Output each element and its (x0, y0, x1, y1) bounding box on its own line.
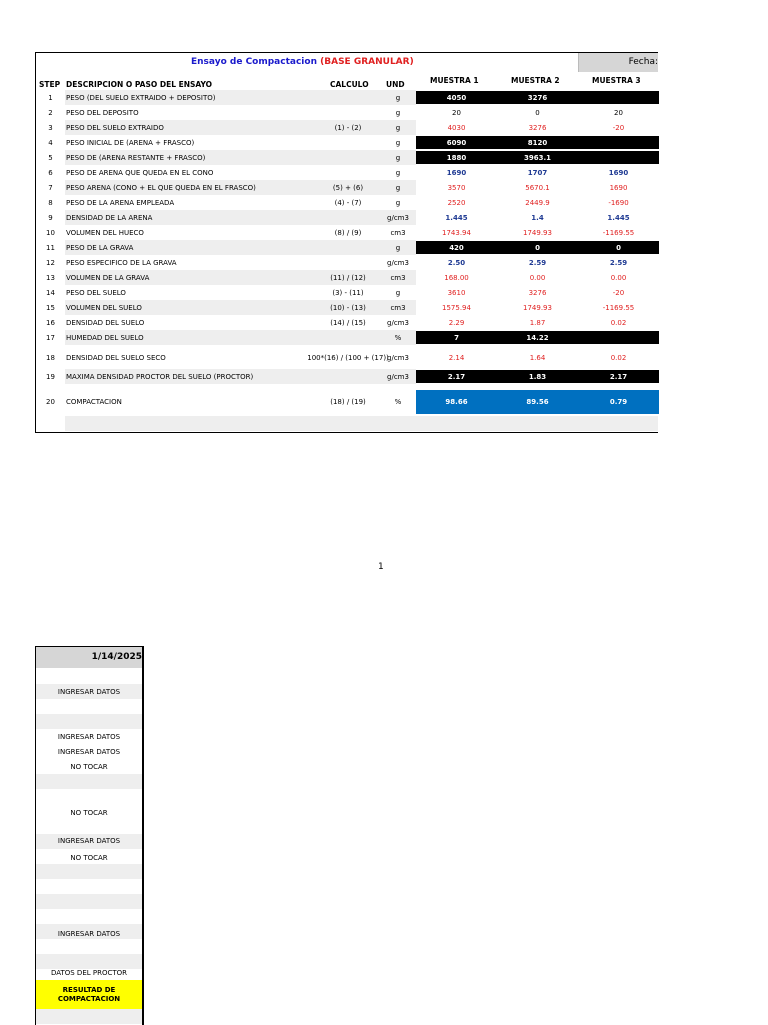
note-ingresar-datos: INGRESAR DATOS (57, 837, 121, 845)
calculo-cell: 100*(16) / (100 + (17)) (307, 354, 389, 362)
muestra-2-cell[interactable]: 8120 (497, 136, 578, 149)
muestra-1-cell: 1.445 (445, 213, 468, 222)
unit-cell: g (395, 243, 401, 252)
muestra-3-cell: 1690 (609, 183, 628, 192)
calculo-cell (316, 105, 380, 120)
step-cell: 20 (46, 398, 55, 406)
description-cell: PESO DEL SUELO (66, 288, 126, 297)
muestra-1-cell: 2.29 (448, 318, 465, 327)
muestra-1-cell[interactable]: 1880 (416, 151, 497, 164)
calculo-cell: (5) + (6) (332, 183, 364, 192)
calculo-cell (316, 369, 380, 384)
step-cell: 14 (46, 288, 55, 297)
step-cell: 13 (46, 273, 55, 282)
note-no-tocar: NO TOCAR (70, 809, 108, 817)
note-ingresar-datos: INGRESAR DATOS (57, 688, 121, 696)
unit-cell: g (395, 168, 401, 177)
muestra-3-cell: 20 (614, 108, 623, 117)
note-no-tocar: NO TOCAR (70, 854, 108, 862)
table-row (36, 180, 658, 195)
date-cell: 1/14/2025 (36, 647, 142, 668)
muestra-2-cell: 1749.93 (523, 228, 552, 237)
muestra-2-cell: 1.64 (529, 354, 546, 362)
page-number: 1 (378, 562, 384, 572)
note-ingresar-datos: INGRESAR DATOS (57, 930, 121, 938)
muestra-3-cell: 1.445 (607, 213, 630, 222)
table-row (36, 255, 658, 270)
resultado-line-1: RESULTAD DE (62, 985, 116, 994)
table-row (36, 165, 658, 180)
step-cell: 3 (48, 123, 53, 132)
table-row (36, 195, 658, 210)
muestra-3-cell[interactable] (578, 151, 659, 164)
step-cell: 5 (48, 153, 53, 162)
muestra-3-cell[interactable]: 0 (578, 241, 659, 254)
unit-cell: g (395, 198, 401, 207)
unit-cell: % (394, 333, 402, 342)
table-row (36, 285, 658, 300)
table-row (36, 105, 658, 120)
note-ingresar-datos: INGRESAR DATOS (57, 748, 121, 756)
header-muestra-3: MUESTRA 3 (592, 76, 641, 85)
step-cell: 1 (48, 93, 53, 102)
step-cell: 19 (46, 372, 55, 381)
calculo-cell (316, 240, 380, 255)
calculo-cell: (18) / (19) (330, 398, 366, 406)
calculo-cell (316, 90, 380, 105)
muestra-3-cell: 0.02 (610, 354, 627, 362)
unit-cell: g/cm3 (387, 258, 409, 267)
note-no-tocar: NO TOCAR (70, 763, 108, 771)
muestra-3-cell[interactable] (578, 136, 659, 149)
muestra-3-cell: -1169.55 (602, 228, 635, 237)
band (36, 1009, 142, 1024)
muestra-2-cell: 2.59 (528, 258, 547, 267)
muestra-2-cell: 3276 (528, 288, 547, 297)
unit-cell: g (395, 93, 401, 102)
step-cell: 6 (48, 168, 53, 177)
description-cell: VOLUMEN DEL SUELO (66, 303, 142, 312)
muestra-1-cell[interactable]: 4050 (416, 91, 497, 104)
muestra-3-cell[interactable]: 2.17 (578, 370, 659, 383)
unit-cell: cm3 (390, 228, 406, 237)
muestra-1-cell: 3610 (447, 288, 466, 297)
calculo-cell (316, 150, 380, 165)
muestra-1-cell: 1575.94 (442, 303, 471, 312)
muestra-2-cell[interactable]: 3963.1 (497, 151, 578, 164)
muestra-1-cell: 4030 (447, 123, 466, 132)
band (36, 864, 142, 879)
title-highlight: (BASE GRANULAR) (320, 57, 414, 67)
calculo-cell: (10) - (13) (330, 303, 366, 312)
band (36, 894, 142, 909)
muestra-2-cell: 2449.9 (525, 198, 550, 207)
muestra-1-cell: 1743.94 (442, 228, 471, 237)
muestra-2-cell: 0 (535, 108, 540, 117)
table-row (36, 150, 658, 165)
calculo-cell: (8) / (9) (334, 228, 362, 237)
step-cell: 10 (46, 228, 55, 237)
muestra-1-cell: 2520 (447, 198, 466, 207)
step-cell: 17 (46, 333, 55, 342)
muestra-1-cell[interactable]: 6090 (416, 136, 497, 149)
step-cell: 18 (46, 354, 55, 362)
muestra-3-cell: -1169.55 (602, 303, 635, 312)
table-row (36, 330, 658, 345)
muestra-1-cell: 98.66 (416, 390, 497, 414)
header-muestra-2: MUESTRA 2 (511, 76, 560, 85)
resultado-line-2: COMPACTACION (57, 994, 121, 1003)
unit-cell: g (395, 138, 401, 147)
calculo-cell: (3) - (11) (332, 288, 364, 297)
note-ingresar-datos: INGRESAR DATOS (57, 733, 121, 741)
side-notes-sheet (35, 646, 144, 1025)
description-cell: VOLUMEN DE LA GRAVA (66, 273, 150, 282)
unit-cell: cm3 (390, 273, 406, 282)
band (36, 714, 142, 729)
unit-cell: g (395, 288, 401, 297)
description-cell: PESO DE LA ARENA EMPLEADA (66, 198, 175, 207)
step-cell: 9 (48, 213, 53, 222)
step-cell: 11 (46, 243, 55, 252)
header-und: UND (386, 80, 405, 89)
table-row (36, 369, 658, 384)
calculo-cell: (1) - (2) (334, 123, 362, 132)
table-row (36, 120, 658, 135)
unit-cell: % (394, 398, 402, 406)
table-row (36, 210, 658, 225)
muestra-2-cell: 1707 (527, 168, 548, 177)
muestra-1-cell: 1690 (446, 168, 467, 177)
unit-cell: g/cm3 (387, 213, 409, 222)
description-cell: DENSIDAD DEL SUELO SECO (66, 354, 166, 362)
step-cell: 2 (48, 108, 53, 117)
header-step: STEP (39, 80, 61, 89)
description-cell: PESO DE (ARENA RESTANTE + FRASCO) (66, 153, 206, 162)
unit-cell: g (395, 183, 401, 192)
muestra-1-cell[interactable]: 7 (416, 331, 497, 344)
calculo-cell (316, 135, 380, 150)
muestra-2-cell: 5670.1 (525, 183, 550, 192)
calculo-cell (316, 165, 380, 180)
unit-cell: cm3 (390, 303, 406, 312)
description-cell: PESO DE ARENA QUE QUEDA EN EL CONO (66, 168, 214, 177)
calculo-cell (316, 255, 380, 270)
muestra-2-cell[interactable]: 1.83 (497, 370, 578, 383)
muestra-1-cell: 20 (452, 108, 461, 117)
unit-cell: g (395, 108, 401, 117)
description-cell: PESO (DEL SUELO EXTRAIDO + DEPOSITO) (66, 93, 216, 102)
muestra-3-cell: 1690 (608, 168, 629, 177)
description-cell: PESO ESPECIFICO DE LA GRAVA (66, 258, 177, 267)
table-row (36, 135, 658, 150)
note-datos-proctor: DATOS DEL PROCTOR (50, 969, 128, 977)
description-cell: PESO INICIAL DE (ARENA + FRASCO) (66, 138, 195, 147)
step-cell: 16 (46, 318, 55, 327)
muestra-1-cell: 3570 (447, 183, 466, 192)
unit-cell: g/cm3 (387, 318, 409, 327)
header-description: DESCRIPCION O PASO DEL ENSAYO (66, 80, 213, 89)
table-row (36, 389, 658, 415)
muestra-2-cell[interactable]: 14.22 (497, 331, 578, 344)
sheet-title (191, 57, 414, 67)
muestra-3-cell[interactable] (578, 91, 659, 104)
description-cell: VOLUMEN DEL HUECO (66, 228, 144, 237)
calculo-cell: (14) / (15) (330, 318, 366, 327)
muestra-3-cell: -20 (612, 288, 625, 297)
muestra-1-cell[interactable]: 2.17 (416, 370, 497, 383)
unit-cell: g/cm3 (387, 372, 409, 381)
unit-cell: g/cm3 (387, 354, 409, 362)
muestra-2-cell: 0.00 (529, 273, 546, 282)
calculo-cell: (4) - (7) (334, 198, 362, 207)
muestra-2-cell[interactable]: 3276 (497, 91, 578, 104)
compaction-test-sheet (35, 52, 658, 433)
muestra-2-cell: 1.87 (529, 318, 546, 327)
description-cell: PESO DEL SUELO EXTRAIDO (66, 123, 164, 132)
calculo-cell: (11) / (12) (330, 273, 366, 282)
table-row (36, 348, 658, 368)
step-cell: 4 (48, 138, 53, 147)
table-row (36, 270, 658, 285)
title-row (36, 53, 658, 72)
description-cell: HUMEDAD DEL SUELO (66, 333, 144, 342)
description-cell: DENSIDAD DEL SUELO (66, 318, 145, 327)
header-muestra-1: MUESTRA 1 (430, 76, 479, 85)
calculo-cell (316, 330, 380, 345)
muestra-2-cell: 3276 (528, 123, 547, 132)
description-cell: COMPACTACION (66, 398, 122, 406)
description-cell: PESO DE LA GRAVA (66, 243, 134, 252)
description-cell: PESO ARENA (CONO + EL QUE QUEDA EN EL FRASCO) (66, 183, 256, 192)
muestra-3-cell: 0.79 (578, 390, 659, 414)
table-row (36, 315, 658, 330)
description-cell: PESO DEL DEPOSITO (66, 108, 139, 117)
unit-cell: g (395, 123, 401, 132)
muestra-1-cell[interactable]: 420 (416, 241, 497, 254)
description-cell: DENSIDAD DE LA ARENA (66, 213, 153, 222)
description-cell: MAXIMA DENSIDAD PROCTOR DEL SUELO (PROCTOR) (66, 372, 254, 381)
muestra-2-cell: 1749.93 (523, 303, 552, 312)
calculo-cell (316, 210, 380, 225)
step-cell: 8 (48, 198, 53, 207)
band (36, 774, 142, 789)
muestra-2-cell[interactable]: 0 (497, 241, 578, 254)
title-main: Ensayo de Compactacion (191, 57, 317, 67)
fecha-label: Fecha: (578, 53, 658, 72)
step-cell: 15 (46, 303, 55, 312)
unit-cell: g (395, 153, 401, 162)
table-row (36, 225, 658, 240)
note-resultado-compactacion (36, 980, 142, 1009)
muestra-3-cell[interactable] (578, 331, 659, 344)
muestra-3-cell: -1690 (608, 198, 629, 207)
muestra-3-cell: -20 (612, 123, 625, 132)
step-cell: 12 (46, 258, 55, 267)
muestra-3-cell: 0.02 (610, 318, 627, 327)
table-row (36, 300, 658, 315)
header-calculo: CALCULO (330, 80, 369, 89)
muestra-1-cell: 168.00 (444, 273, 469, 282)
table-row (36, 240, 658, 255)
bottom-band (65, 416, 658, 431)
step-cell: 7 (48, 183, 53, 192)
muestra-3-cell: 0.00 (610, 273, 627, 282)
muestra-1-cell: 2.50 (447, 258, 466, 267)
muestra-1-cell: 2.14 (448, 354, 465, 362)
muestra-2-cell: 1.4 (531, 213, 544, 222)
muestra-2-cell: 89.56 (497, 390, 578, 414)
table-row (36, 90, 658, 105)
muestra-3-cell: 2.59 (609, 258, 628, 267)
